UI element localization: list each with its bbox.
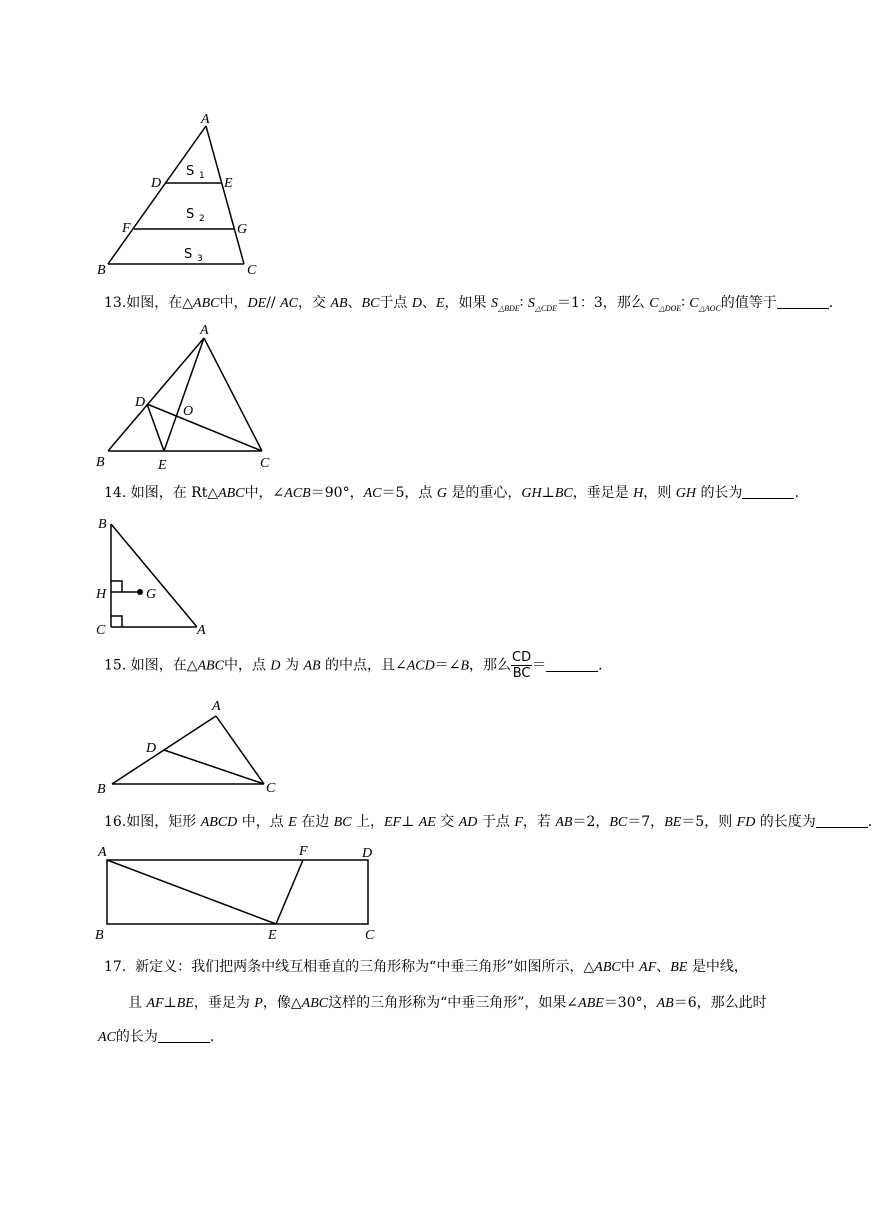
question-17-line-1 [104, 957, 748, 978]
q13-text: . [828, 295, 834, 311]
question-17-line-2 [128, 993, 767, 1014]
q13-var: ABC [193, 296, 220, 311]
label-B: B [98, 517, 107, 532]
q17-var: AC [98, 1030, 116, 1045]
q14-text: ⊥ [541, 485, 555, 501]
q14-text: 是的重心， [451, 485, 522, 501]
q16-var: F [514, 815, 523, 830]
q17-text: 新定义：我们把两条中线互相垂直的三角形称为“中垂三角形”如图所示，△ [135, 959, 595, 975]
q16-text: 于点 [481, 814, 510, 830]
label-D: D [146, 741, 157, 756]
q15-var: AB [303, 658, 321, 674]
q17-text: . [209, 1029, 215, 1045]
q16-text: ＝5，则 [681, 814, 733, 830]
label-S3: S [184, 247, 193, 262]
q17-text: 是中线， [691, 959, 748, 975]
q15-text: 如图，在△ [130, 657, 198, 674]
label-A: A [197, 623, 206, 638]
label-D: D [362, 846, 373, 861]
q16-var: BC [609, 815, 628, 830]
q14-text: 中，∠ [244, 485, 285, 501]
q14-var: ABC [218, 486, 245, 501]
q15-var: ACD [406, 658, 435, 674]
q14-var: ACB [284, 486, 311, 501]
q16-var: FD [736, 815, 756, 830]
q13-var: E [435, 296, 445, 311]
q14-var: GH [521, 486, 542, 501]
q13-text: ，如果 [444, 295, 487, 311]
q13-text: 的值等于 [720, 295, 777, 311]
q16-var: BC [333, 815, 352, 830]
q14-text: ，则 [643, 485, 672, 501]
q16-text: ⊥ [401, 814, 415, 830]
q13-var: S [527, 296, 535, 311]
q13-text: 于点 [379, 295, 408, 311]
q14-var: AC [363, 486, 382, 501]
q13-text: ∶ [519, 295, 524, 311]
q15-var: ABC [197, 658, 224, 674]
label-C: C [260, 456, 270, 471]
q13-number: 13. [104, 295, 127, 311]
q17-var: ABC [301, 996, 329, 1011]
q14-text: . [794, 485, 799, 501]
label-C: C [266, 781, 276, 796]
q16-var: E [288, 815, 297, 830]
fraction-numerator: CD [512, 650, 532, 665]
q13-var: C [649, 296, 659, 311]
q16-var: ABCD [200, 815, 238, 830]
q15-text: ＝ [532, 657, 547, 674]
label-B: B [97, 263, 106, 278]
question-17-line-3 [98, 1027, 214, 1048]
label-S1: S [186, 164, 195, 179]
label-E: E [224, 176, 233, 191]
q17-text: 且 [128, 995, 142, 1011]
q13-sub: △AOC [698, 303, 721, 313]
q17-var: AF [146, 996, 164, 1011]
q17-text: ＝30°， [603, 995, 657, 1011]
q17-text: ，垂足为 [193, 995, 250, 1011]
label-F: F [122, 221, 131, 236]
q13-var: BC [361, 296, 380, 311]
label-E: E [158, 458, 167, 473]
label-B: B [97, 782, 106, 797]
q16-text: 中，点 [241, 814, 284, 830]
label-D: D [151, 176, 162, 191]
q13-sub: △DOE [658, 303, 682, 313]
q15-text: 为 [284, 657, 299, 674]
label-D: D [135, 395, 146, 410]
q14-var: GH [675, 486, 696, 501]
q17-var: AF [639, 960, 657, 975]
q13-var: C [689, 296, 699, 311]
label-A: A [201, 112, 210, 127]
q14-number: 14. [104, 485, 127, 501]
label-C: C [96, 623, 106, 638]
label-S3-sub: 3 [197, 254, 203, 264]
q15-var: D [270, 658, 281, 674]
q16-text: ＝2， [572, 814, 610, 830]
label-G: G [146, 587, 157, 602]
q17-var: ABE [578, 996, 604, 1011]
q13-text: ＝1：3，那么 [556, 295, 645, 311]
label-S1-sub: 1 [199, 171, 205, 181]
q17-text: 中 [620, 959, 635, 975]
q17-text: ，像△ [262, 995, 302, 1011]
q17-text: ＝6，那么此时 [673, 995, 767, 1011]
q14-var: H [633, 486, 644, 501]
q16-text: 上， [356, 814, 384, 830]
q14-text: 的长为 [700, 485, 743, 501]
q16-var: EF [384, 815, 402, 830]
q17-var: AB [656, 996, 674, 1011]
q16-text: . [867, 814, 872, 830]
q13-text: ，交 [297, 295, 326, 311]
q17-text: 、 [656, 959, 671, 975]
fraction-denominator: BC [512, 666, 531, 681]
q17-text: 这样的三角形称为“中垂三角形”，如果∠ [328, 995, 579, 1011]
q15-text: 中，点 [223, 657, 266, 674]
label-S2-sub: 2 [199, 214, 205, 224]
label-H: H [96, 587, 107, 602]
q13-text: ∶ [681, 295, 685, 311]
label-C: C [247, 263, 257, 278]
q14-text: ＝90°， [310, 485, 364, 501]
label-F: F [299, 844, 308, 859]
q14-text: ，垂足是 [572, 485, 629, 501]
q16-var: AD [458, 815, 478, 830]
q13-text: // [266, 295, 276, 311]
q17-var: ABC [594, 960, 621, 975]
q13-text: 、 [421, 295, 436, 311]
label-S2: S [186, 207, 195, 222]
q16-var: AE [418, 815, 436, 830]
q17-var: P [254, 996, 263, 1011]
label-G: G [237, 222, 248, 237]
label-A: A [200, 323, 209, 338]
q17-number: 17. [104, 959, 127, 975]
q16-text: ，若 [522, 814, 551, 830]
q14-var: G [436, 486, 447, 501]
label-A: A [98, 845, 107, 860]
label-A: A [212, 699, 221, 714]
q15-var: B [460, 658, 470, 674]
q15-text: 的中点，且∠ [325, 657, 407, 674]
q17-var: BE [670, 960, 688, 975]
q13-var: AC [280, 296, 298, 311]
q15-text: ，那么 [469, 657, 512, 674]
q14-text: 如图，在 Rt△ [130, 485, 219, 501]
q14-text: ＝5，点 [381, 485, 433, 501]
q17-text: 的长为 [115, 1029, 158, 1045]
q16-text: ＝7， [627, 814, 665, 830]
q16-text: 交 [440, 814, 455, 830]
q13-text: 如图，在△ [126, 295, 194, 311]
label-B: B [96, 455, 105, 470]
q13-var: S [491, 296, 498, 311]
q13-text: 、 [347, 295, 362, 311]
q13-var: D [411, 296, 422, 311]
q16-var: BE [664, 815, 682, 830]
answer-blank[interactable] [158, 1028, 210, 1043]
label-C: C [365, 928, 375, 943]
q16-var: AB [555, 815, 573, 830]
label-B: B [95, 928, 104, 943]
label-E: E [268, 928, 277, 943]
q16-text: 如图，矩形 [126, 814, 197, 830]
q13-sub: △BDE [498, 303, 520, 313]
q17-var: BE [176, 996, 194, 1011]
q14-var: BC [554, 486, 573, 501]
q16-text: 的长度为 [759, 814, 816, 830]
q13-var: DE [247, 296, 267, 311]
q13-var: AB [330, 296, 348, 311]
q15-text: . [598, 657, 603, 674]
q16-number: 16. [104, 814, 127, 830]
q15-number: 15. [104, 657, 127, 674]
q13-sub: △CDE [534, 303, 557, 313]
q13-text: 中， [219, 295, 248, 311]
q17-text: ⊥ [163, 995, 177, 1011]
label-O: O [183, 404, 194, 419]
q15-text: ＝∠ [434, 657, 461, 674]
q16-text: 在边 [301, 814, 330, 830]
